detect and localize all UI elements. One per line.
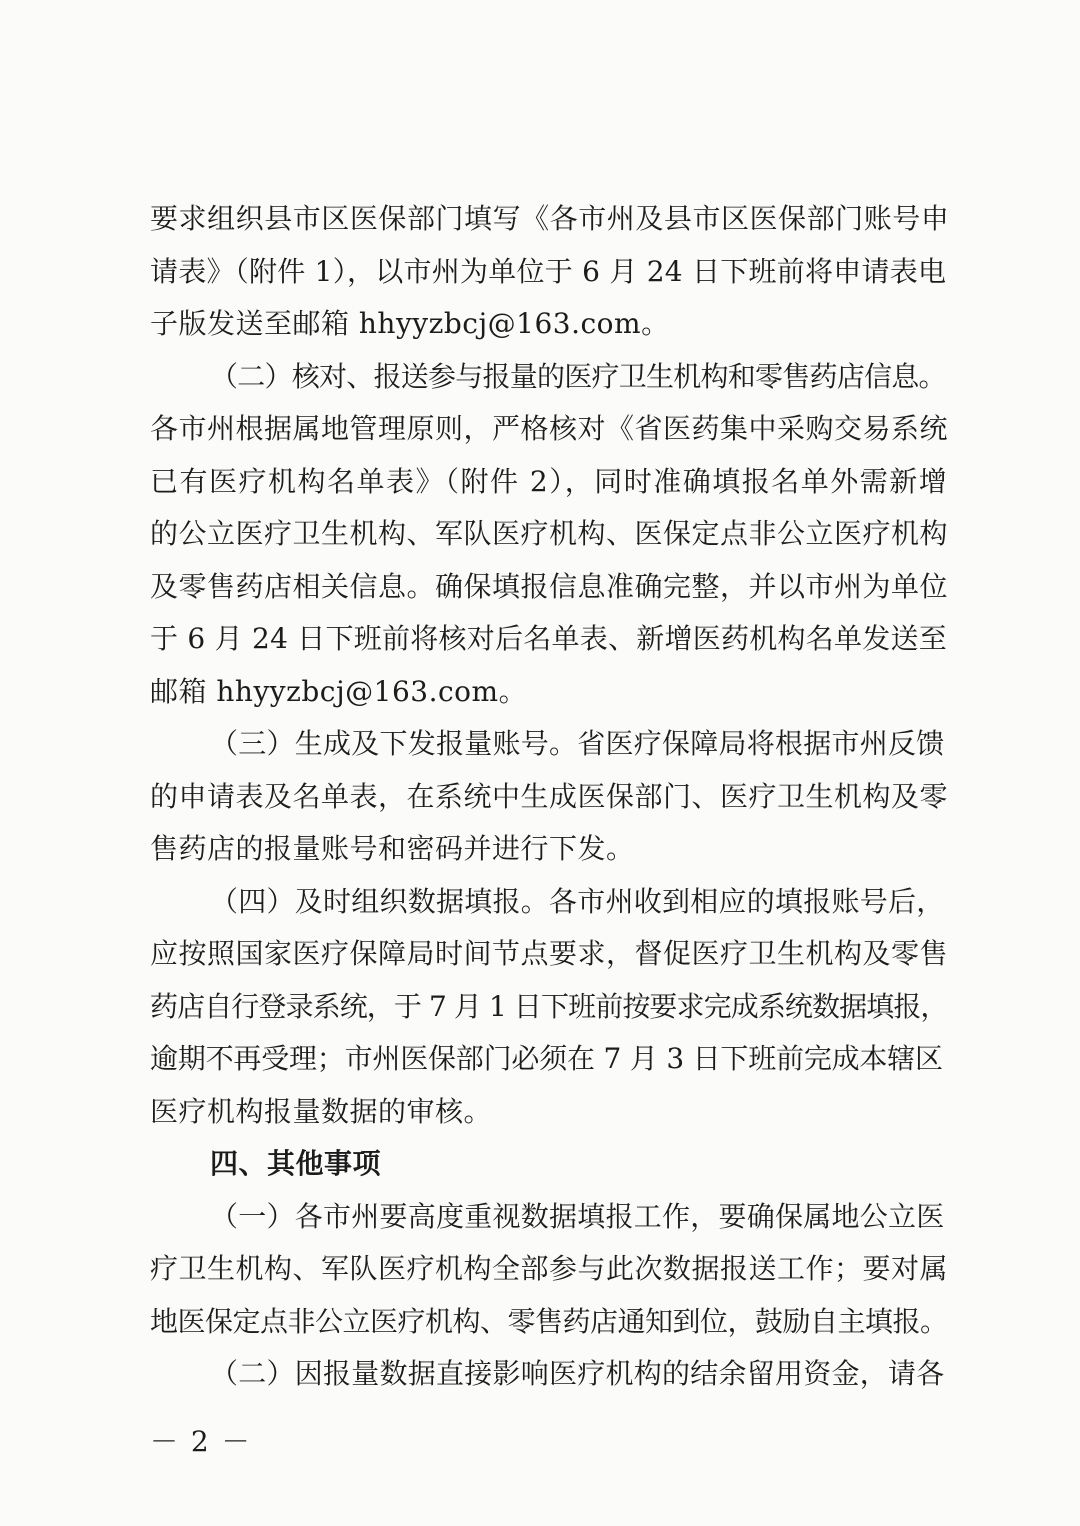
body-text-line: （四）及时组织数据填报。各市州收到相应的填报账号后， [210, 884, 945, 918]
body-text-line: 的公立医疗卫生机构、军队医疗机构、医保定点非公立医疗机构 [150, 517, 949, 550]
body-text-line: 应按照国家医疗保障局时间节点要求，督促医疗卫生机构及零售 [150, 937, 949, 970]
body-text-line: 邮箱 hhyyzbcj@163.com。 [150, 674, 528, 708]
body-text-line: 子版发送至邮箱 hhyyzbcj@163.com。 [150, 307, 670, 340]
section-heading: 四、其他事项 [210, 1147, 382, 1180]
body-text-line: 请表》（附件 1），以市州为单位于 6 月 24 日下班前将申请表电 [150, 254, 947, 288]
body-text-line: （二）因报量数据直接影响医疗机构的结余留用资金，请各 [210, 1357, 945, 1390]
body-text-line: 各市州根据属地管理原则，严格核对《省医药集中采购交易系统 [150, 412, 949, 445]
body-text-line: 疗卫生机构、军队医疗机构全部参与此次数据报送工作；要对属 [150, 1252, 949, 1285]
body-text-line: 已有医疗机构名单表》（附件 2），同时准确填报名单外需新增 [150, 464, 949, 498]
document-body [150, 193, 950, 1401]
page-number: － 2 － [150, 1425, 252, 1458]
body-text-line: （二）核对、报送参与报量的医疗卫生机构和零售药店信息。 [210, 359, 946, 393]
body-text-line: 的申请表及名单表，在系统中生成医保部门、医疗卫生机构及零 [150, 779, 949, 813]
body-text-line: 于 6 月 24 日下班前将核对后名单表、新增医药机构名单发送至 [150, 622, 948, 655]
body-text-line: 地医保定点非公立医疗机构、零售药店通知到位，鼓励自主填报。 [150, 1304, 948, 1338]
body-text-line: （一）各市州要高度重视数据填报工作，要确保属地公立医 [210, 1199, 945, 1233]
body-text-line: 及零售药店相关信息。确保填报信息准确完整，并以市州为单位 [150, 569, 949, 603]
body-text-line: 要求组织县市区医保部门填写《各市州及县市区医保部门账号申 [150, 202, 950, 235]
body-text-line: 逾期不再受理；市州医保部门必须在 7 月 3 日下班前完成本辖区 [150, 1042, 943, 1075]
body-text-line: 售药店的报量账号和密码并进行下发。 [150, 832, 635, 865]
body-text-line: （三）生成及下发报量账号。省医疗保障局将根据市州反馈 [210, 727, 945, 760]
body-text-line: 医疗机构报量数据的审核。 [150, 1094, 493, 1128]
body-text-line: 药店自行登录系统，于 7 月 1 日下班前按要求完成系统数据填报， [150, 989, 948, 1023]
